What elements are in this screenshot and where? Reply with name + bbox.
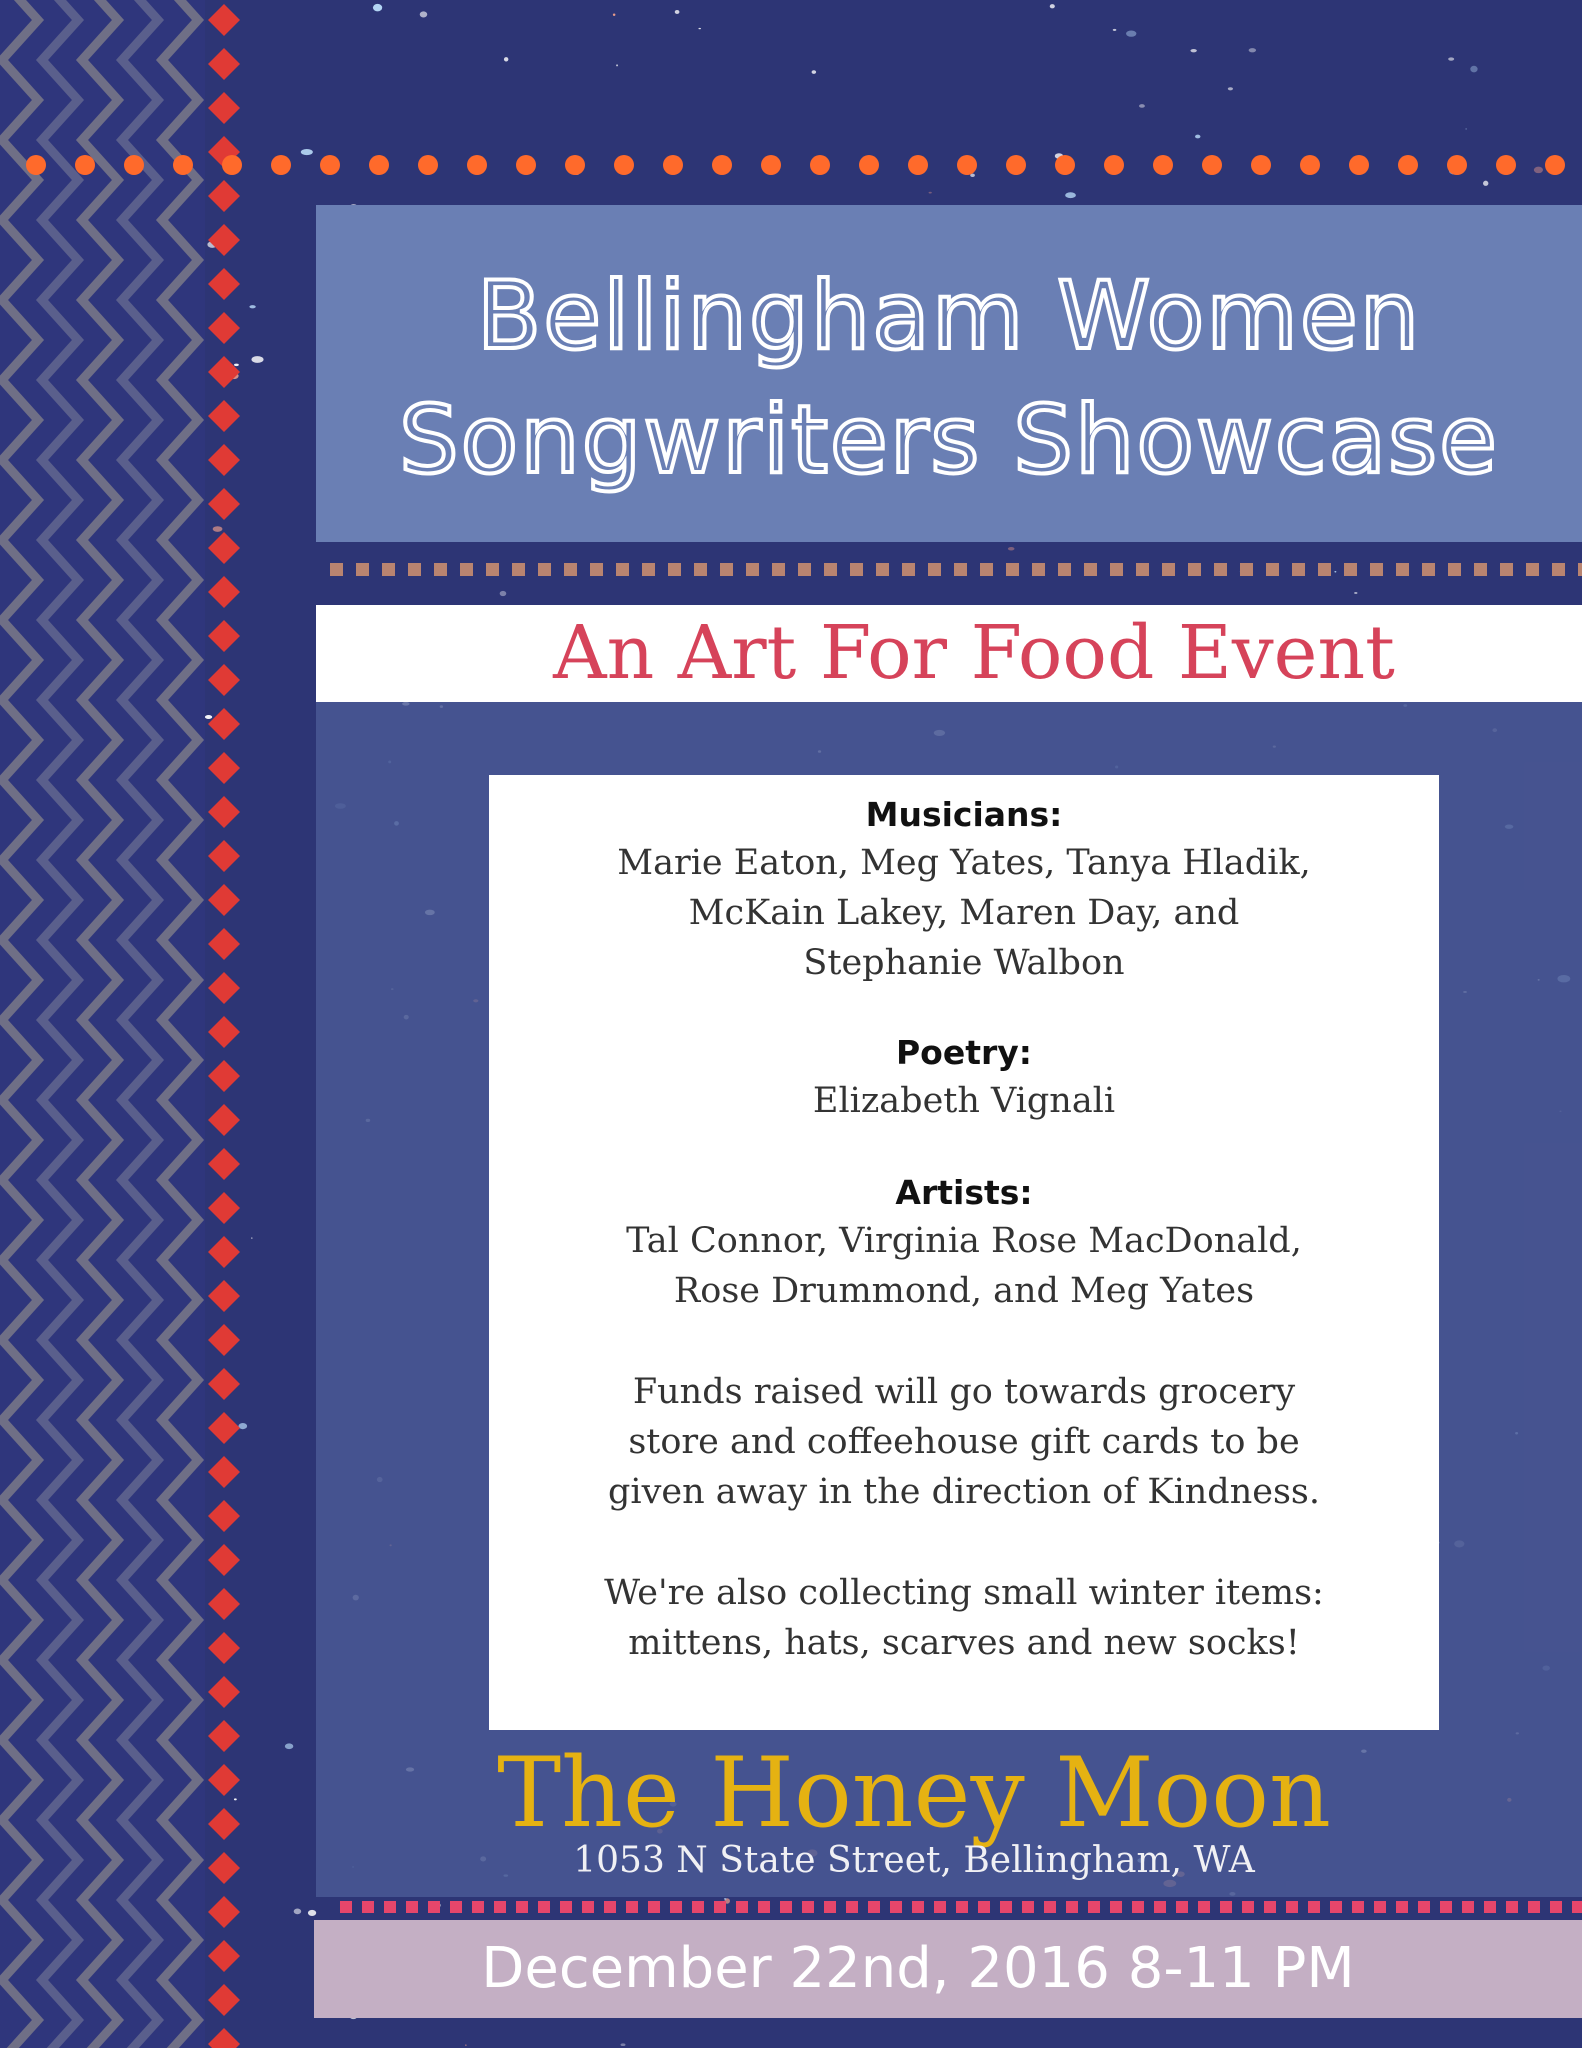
event-title <box>316 255 1582 503</box>
event-title-line1: Bellingham Women <box>476 262 1422 371</box>
artists-line: Rose Drummond, and Meg Yates <box>673 1271 1255 1311</box>
funds-line: Funds raised will go towards grocery <box>632 1372 1296 1412</box>
orange-dot-border <box>0 150 1582 180</box>
musicians-label: Musicians: <box>865 795 1063 834</box>
subtitle-banner <box>316 605 1582 702</box>
event-subtitle: An Art For Food Event <box>553 610 1395 696</box>
square-dot-divider <box>330 562 1582 578</box>
musicians-line: Marie Eaton, Meg Yates, Tanya Hladik, <box>617 843 1311 883</box>
collection-line: mittens, hats, scarves and new socks! <box>628 1623 1300 1663</box>
info-card <box>489 775 1439 1730</box>
artists-line: Tal Connor, Virginia Rose MacDonald, <box>626 1221 1302 1261</box>
musicians-line: McKain Lakey, Maren Day, and <box>688 893 1240 933</box>
event-title-line2: Songwriters Showcase <box>399 386 1499 495</box>
date-banner <box>314 1920 1582 2018</box>
title-banner <box>316 205 1582 542</box>
red-diamond-border <box>200 0 248 2048</box>
poetry-line: Elizabeth Vignali <box>812 1081 1116 1121</box>
event-date-time: December 22nd, 2016 8-11 PM <box>481 1936 1355 2001</box>
collection-paragraph <box>489 1568 1439 1668</box>
poetry-list <box>489 1076 1439 1126</box>
collection-line: We're also collecting small winter items: <box>604 1573 1324 1613</box>
funds-line: store and coffeehouse gift cards to be <box>628 1422 1300 1462</box>
venue-address: 1053 N State Street, Bellingham, WA <box>573 1840 1255 1881</box>
artists-list <box>489 1216 1439 1316</box>
musicians-list <box>489 838 1439 988</box>
musicians-line: Stephanie Walbon <box>803 943 1125 983</box>
venue-name: The Honey Moon <box>497 1737 1331 1849</box>
pink-square-divider <box>340 1900 1582 1914</box>
artists-label: Artists: <box>895 1173 1033 1212</box>
poetry-label: Poetry: <box>896 1033 1032 1072</box>
funds-line: given away in the direction of Kindness. <box>607 1472 1321 1512</box>
funds-paragraph <box>489 1367 1439 1517</box>
chevron-zigzag-border <box>0 0 205 2048</box>
